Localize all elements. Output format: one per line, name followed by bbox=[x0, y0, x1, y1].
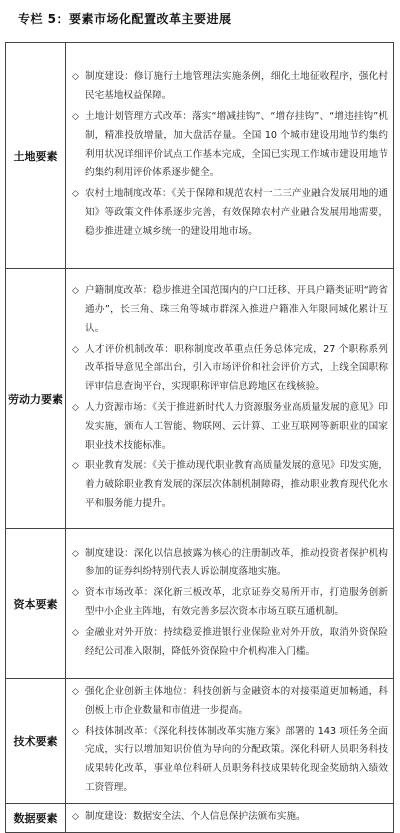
diamond-bullet-icon: ◇ bbox=[72, 344, 79, 355]
list-item bbox=[72, 399, 388, 455]
list-item bbox=[72, 68, 388, 106]
list-item bbox=[72, 457, 388, 513]
section-content-data bbox=[66, 803, 394, 832]
diamond-bullet-icon: ◇ bbox=[72, 548, 79, 559]
item-text: 人力资源市场：《关于推进新时代人力资源服务业高质量发展的意见》印发实施，颁布人工智能、物联网、云计算、工业互联网等新职业的国家职业技术技能标准。 bbox=[85, 402, 388, 451]
item-text: 人才评价机制改革：职称制度改革重点任务总体完成，27 个职称系列改革指导意见全部出台，引入市场评价和社会评价方式，上线全国职称评审信息查询平台，实现职称评审信息跨地区在线核验。 bbox=[85, 343, 388, 393]
list-item bbox=[72, 341, 388, 397]
diamond-bullet-icon: ◇ bbox=[72, 72, 79, 83]
diamond-bullet-icon: ◇ bbox=[72, 588, 79, 599]
item-text: 资本市场改革：深化新三板改革，北京证券交易所开市，打造服务创新型中小企业主阵地，有效完善多层次资本市场互联互通机制。 bbox=[85, 587, 388, 617]
item-text: 土地计划管理方式改革：落实“增减挂钩”、“增存挂钩”、“增违挂钩”机制，精准投放增量，加大盘活存量。全国 10 个城市建设用地节约集约利用状况详细评价试点工作基本完成，全国已实现工作城市建设用地节约集约利用评价体系逐步健全。 bbox=[85, 111, 388, 179]
diamond-bullet-icon: ◇ bbox=[72, 112, 79, 122]
section-content-capital bbox=[66, 529, 394, 679]
diamond-bullet-icon: ◇ bbox=[72, 461, 79, 472]
item-text: 户籍制度改革：稳步推进全国范围内的户口迁移、开具户籍类证明“跨省通办”，长三角、珠三角等城市群深入推进户籍准入年限同城化累计互认。 bbox=[85, 285, 388, 334]
section-row-data bbox=[6, 803, 394, 832]
diamond-bullet-icon: ◇ bbox=[72, 687, 79, 697]
reform-progress-table bbox=[5, 42, 394, 833]
category-label-capital: 资本要素 bbox=[6, 529, 66, 679]
list-item bbox=[72, 584, 388, 622]
diamond-bullet-icon: ◇ bbox=[72, 726, 79, 737]
item-text: 制度建设：数据安全法、个人信息保护法颁布实施。 bbox=[85, 810, 306, 822]
diamond-bullet-icon: ◇ bbox=[72, 627, 79, 638]
list-item bbox=[72, 624, 388, 662]
list-item bbox=[72, 545, 388, 583]
diamond-bullet-icon: ◇ bbox=[72, 189, 79, 200]
item-text: 职业教育发展：《关于推动现代职业教育高质量发展的意见》印发实施，着力破除职业教育发展的深层次体制机制障碍，推动职业教育现代化水平和服务能力提升。 bbox=[85, 460, 388, 509]
section-row-capital bbox=[6, 529, 394, 679]
item-text: 金融业对外开放：持续稳妥推进银行业保险业对外开放，取消外资保险经纪公司准入限制，降低外资保险中介机构准入门槛。 bbox=[85, 626, 388, 657]
diamond-bullet-icon: ◇ bbox=[72, 403, 79, 413]
item-text: 制度建设：修订施行土地管理法实施条例，细化土地征收程序，强化村民宅基地权益保障。 bbox=[85, 71, 388, 102]
item-text: 农村土地制度改革：《关于保障和规范农村一二三产业融合发展用地的通知》等政策文件体系逐步完善，有效保障农村产业融合发展用地需要，稳步推进建立城乡统一的建设用地市场。 bbox=[85, 188, 388, 237]
list-item bbox=[72, 808, 388, 827]
item-text: 强化企业创新主体地位：科技创新与金融资本的对接渠道更加畅通，科创板上市企业数量和市值进一步提高。 bbox=[85, 686, 388, 716]
category-label-data: 数据要素 bbox=[6, 803, 66, 832]
diamond-bullet-icon: ◇ bbox=[72, 286, 79, 297]
diamond-bullet-icon: ◇ bbox=[72, 811, 79, 822]
section-row-technology bbox=[6, 679, 394, 804]
section-content-technology bbox=[66, 679, 394, 804]
list-item bbox=[72, 723, 388, 798]
section-content-land bbox=[66, 43, 394, 269]
section-row-land bbox=[6, 43, 394, 269]
column-title: 专栏 5：要素市场化配置改革主要进展 bbox=[18, 12, 232, 26]
section-row-labor bbox=[6, 269, 394, 529]
category-label-technology: 技术要素 bbox=[6, 679, 66, 804]
list-item bbox=[72, 683, 388, 721]
list-item bbox=[72, 282, 388, 338]
section-content-labor bbox=[66, 269, 394, 529]
list-item bbox=[72, 185, 388, 241]
item-text: 制度建设：深化以信息披露为核心的注册制改革，推动投资者保护机构参加的证券纠纷特别代表人诉讼制度落地实施。 bbox=[85, 547, 388, 578]
category-label-labor: 劳动力要素 bbox=[6, 269, 66, 529]
list-item bbox=[72, 108, 388, 183]
category-label-land: 土地要素 bbox=[6, 43, 66, 269]
item-text: 科技体制改革：《深化科技体制改革实施方案》部署的 143 项任务全面完成，实行以增加知识价值为导向的分配政策。深化科研人员职务科技成果转化改革，事业单位科研人员职务科技成果转化现金奖励纳入绩效工资管理。 bbox=[85, 725, 388, 793]
